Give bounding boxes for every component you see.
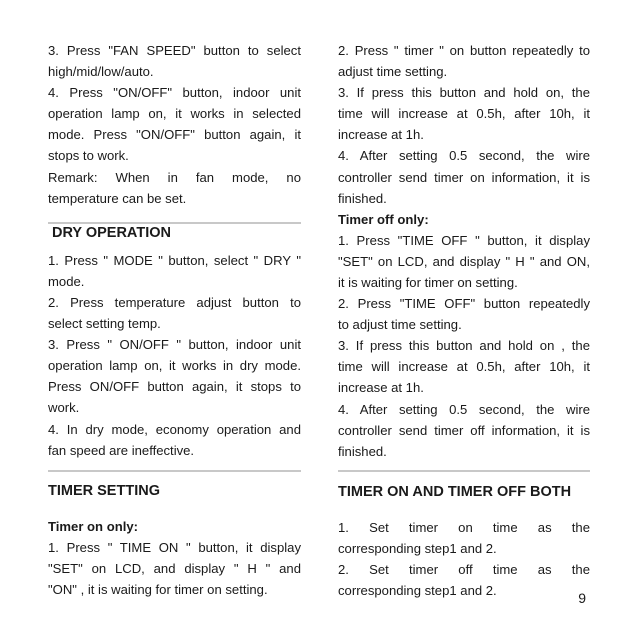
text-line: 2. Press " timer " on button repeatedly to bbox=[338, 43, 590, 58]
text-line: select setting temp. bbox=[48, 316, 161, 332]
text-line: controller send timer off information, it is bbox=[338, 422, 590, 438]
timer-on-only-subheading: Timer on only: bbox=[48, 518, 138, 534]
left-divider-bottom bbox=[48, 470, 301, 472]
text-line: increase at 1h. bbox=[338, 380, 424, 396]
timer-on-and-off-both-heading: TIMER ON AND TIMER OFF BOTH bbox=[338, 483, 572, 500]
page-number: 9 bbox=[578, 590, 586, 606]
right-column bbox=[338, 40, 590, 601]
text-line: 3. If press this button and hold on , the bbox=[338, 338, 590, 354]
text-line: 4. After setting 0.5 second, the wire bbox=[338, 148, 590, 164]
dry-operation-instructions bbox=[48, 250, 301, 461]
text-line: adjust time setting. bbox=[338, 64, 448, 80]
text-line: work. bbox=[48, 400, 80, 416]
text-line: 2. Set timer off time as the bbox=[338, 561, 590, 577]
timer-on-continued-instructions bbox=[338, 40, 590, 209]
text-line: 1. Press "TIME OFF " button, it display bbox=[338, 232, 590, 248]
text-line: 4. Press "ON/OFF" button, indoor unit bbox=[48, 85, 301, 101]
text-line: 2. Press "TIME OFF" button repeatedly bbox=[338, 296, 590, 312]
text-line: finished. bbox=[338, 443, 387, 459]
text-line: "ON" , it is waiting for timer on setting. bbox=[48, 581, 268, 597]
timer-both-instructions bbox=[338, 517, 590, 601]
right-divider-bottom bbox=[338, 470, 590, 472]
text-line: operation lamp on, it works in dry mode. bbox=[48, 358, 301, 374]
text-line: temperature can be set. bbox=[48, 190, 187, 206]
text-line: it is waiting for timer on setting. bbox=[338, 274, 518, 290]
timer-on-only-instructions bbox=[48, 516, 301, 600]
timer-off-only-instructions bbox=[338, 209, 590, 462]
text-line: Press ON/OFF button again, it stops to bbox=[48, 379, 301, 395]
text-line: high/mid/low/auto. bbox=[48, 64, 154, 80]
text-line: finished. bbox=[338, 190, 387, 206]
text-line: corresponding step1 and 2. bbox=[338, 583, 497, 599]
text-line: fan speed are ineffective. bbox=[48, 442, 195, 458]
text-line: 2. Press temperature adjust button to bbox=[48, 294, 301, 310]
dry-operation-heading: DRY OPERATION bbox=[52, 224, 171, 241]
fan-speed-instructions bbox=[48, 40, 301, 209]
text-line: "SET" on LCD, and display " H " and bbox=[48, 560, 301, 576]
text-line: operation lamp on, it works in selected bbox=[48, 106, 301, 122]
left-column bbox=[48, 40, 301, 600]
text-line: Remark: When in fan mode, no bbox=[48, 169, 301, 185]
text-line: 1. Set timer on time as the bbox=[338, 519, 590, 535]
text-line: to adjust time setting. bbox=[338, 317, 462, 333]
text-line: stops to work. bbox=[48, 148, 129, 164]
timer-setting-heading: TIMER SETTING bbox=[48, 482, 160, 499]
text-line: 4. After setting 0.5 second, the wire bbox=[338, 401, 590, 417]
text-line: "SET" on LCD, and display " H " and ON, bbox=[338, 253, 590, 269]
text-line: time will increase at 0.5h, after 10h, it bbox=[338, 106, 590, 122]
text-line: 3. If press this button and hold on, the bbox=[338, 85, 590, 101]
text-line: corresponding step1 and 2. bbox=[338, 540, 497, 556]
text-line: mode. bbox=[48, 273, 85, 289]
text-line: increase at 1h. bbox=[338, 127, 424, 143]
text-line: 1. Press " MODE " button, select " DRY " bbox=[48, 252, 301, 268]
timer-off-only-subheading: Timer off only: bbox=[338, 211, 429, 227]
text-line: 1. Press " TIME ON " button, it display bbox=[48, 539, 301, 555]
text-line: 4. In dry mode, economy operation and bbox=[48, 421, 301, 437]
text-line: time will increase at 0.5h, after 10h, it bbox=[338, 359, 590, 375]
text-line: controller send timer on information, it is bbox=[338, 169, 590, 185]
text-line: 3. Press " ON/OFF " button, indoor unit bbox=[48, 337, 301, 353]
left-divider-top bbox=[48, 222, 301, 224]
text-line: mode. Press "ON/OFF" button again, it bbox=[48, 127, 301, 143]
text-line: 3. Press "FAN SPEED" button to select bbox=[48, 43, 301, 58]
